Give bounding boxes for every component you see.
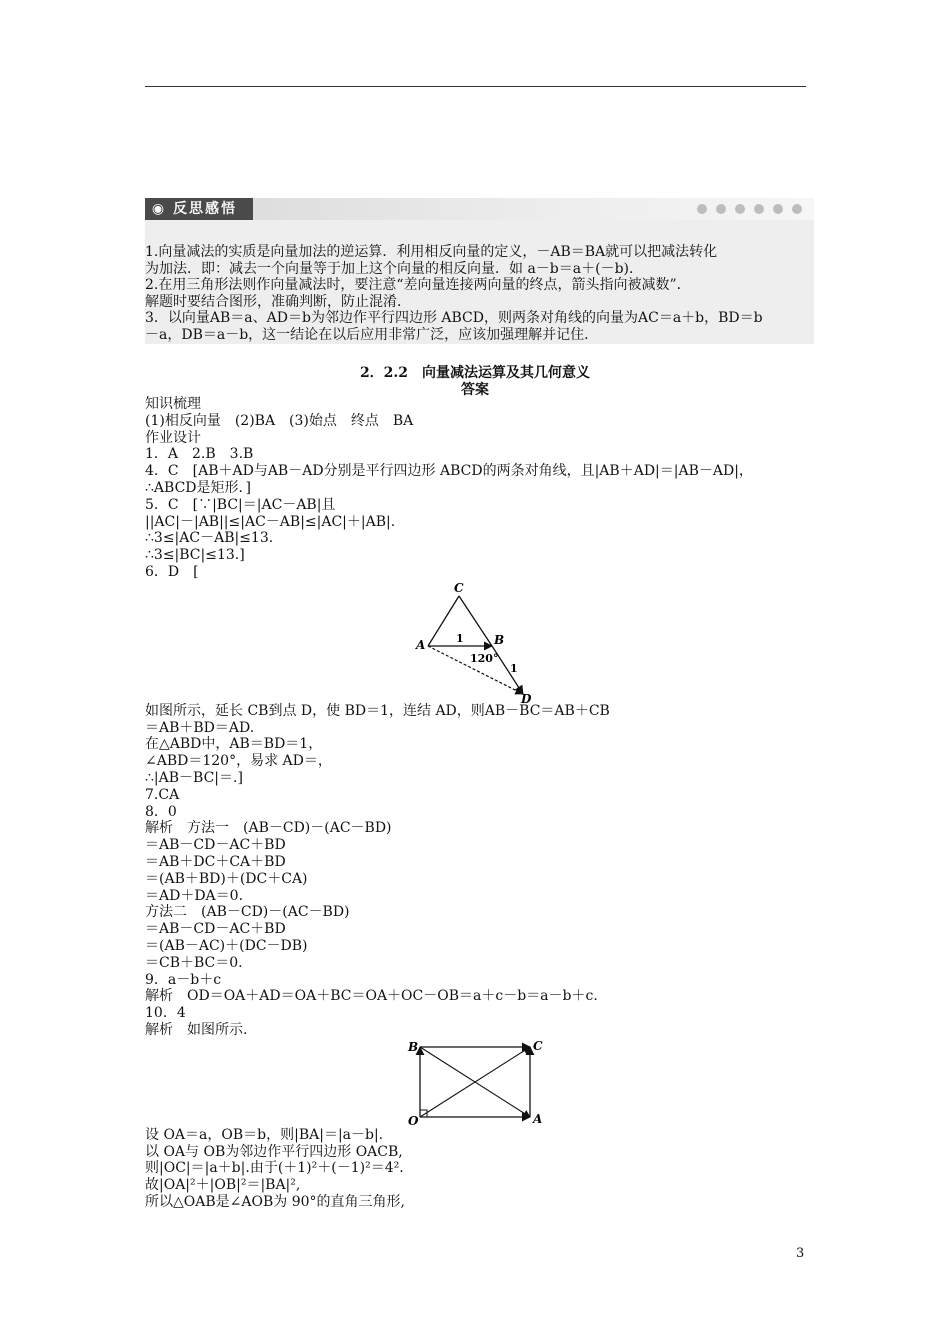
answer-line: ＝AB－CD－AC＋BD [145,921,286,938]
answer-line: 故|OA|²＋|OB|²＝|BA|², [145,1177,301,1194]
segment-cb [459,596,492,646]
reflection-line: －a，DB＝a－b，这一结论在以后应用非常广泛，应该加强理解并记住． [145,326,599,343]
answer-line: 如图所示，延长 CB到点 D，使 BD＝1，连结 AD，则AB－BC＝AB＋CB [145,702,610,719]
dot-icon [735,204,745,214]
figure1-label-d: D [521,691,532,703]
dot-icon [716,204,726,214]
answer-content [145,396,815,1211]
answer-line: 解析 如图所示. [145,1021,248,1038]
dot-icon [754,204,764,214]
answer-line: 4．C [AB＋AD与AB－AD分别是平行四边形 ABCD的两条对角线，且|AB＋AD|＝|AB－AD|， [145,463,753,480]
answer-line: ∴3≤|BC|≤13.] [145,547,245,564]
answer-line: ＝AB＋DC＋CA＋BD [145,853,286,870]
reflection-box [145,198,814,344]
answer-line: 在△ABD中，AB＝BD＝1， [145,736,323,753]
page-number: 3 [796,1246,805,1261]
answer-line: 作业设计 [145,429,201,446]
answer-line: (1)相反向量 (2)BA (3)始点 终点 BA [145,412,414,429]
answer-line: 10．4 [145,1005,186,1022]
reflection-line: 1.向量减法的实质是向量加法的逆运算．利用相反向量的定义，－AB＝BA就可以把减法转化 [145,244,718,260]
answer-line: 9．a－b＋c [145,971,222,988]
answer-line: ＝(AB－AC)＋(DC－DB) [145,937,308,954]
answer-line: ＝AD＋DA＝0. [145,887,244,904]
reflection-tab [145,198,253,220]
reflection-header-bar [145,198,814,220]
reflection-line: 2.在用三角形法则作向量减法时，要注意“差向量连接两向量的终点，箭头指向被减数”． [145,277,691,293]
answer-title: 答案 [461,382,489,398]
answer-line: ＝AB－CD－AC＋BD [145,837,286,854]
figure1-label-a: A [416,637,426,652]
answer-line: 所以△OAB是∠AOB为 90°的直角三角形, [145,1193,405,1210]
answer-line: 解析 OD＝OA＋AD＝OA＋BC＝OA＋OC－OB＝a＋c－b＝a－b＋c. [145,988,598,1005]
rectangle-figure [145,1039,815,1127]
answer-line: ＝CB＋BC＝0. [145,954,243,971]
figure2-label-a: A [533,1111,543,1126]
reflection-line: 解题时要结合图形，准确判断，防止混淆． [145,293,411,310]
segment-ca [428,596,459,646]
answer-line: ∠ABD＝120°，易求 AD＝， [145,753,332,770]
triangle-figure [145,581,815,703]
answer-line: ∴3≤|AC－AB|≤13. [145,530,274,547]
figure1-label-bd: 1 [510,661,518,675]
answer-line: ∴|AB－BC|＝.] [145,769,243,786]
section-title: 2．2.2 向量减法运算及其几何意义 [359,365,591,381]
answer-line: 5．C [∵|BC|＝|AC－AB|且 [145,496,336,513]
figure1-label-angle: 120° [470,651,499,665]
figure1-label-ab: 1 [456,631,464,645]
dot-icon [697,204,707,214]
answer-line: ＝AB＋BD＝AD. [145,719,255,736]
dot-icon [792,204,802,214]
answer-line: 设 OA＝a，OB＝b，则|BA|＝|a－b|. [145,1126,384,1143]
answer-line: 解析 方法一 (AB－CD)－(AC－BD) [145,820,392,837]
answer-line: 则|OC|＝|a＋b|.由于(＋1)²＋(－1)²＝4². [145,1160,404,1177]
header-rule [145,86,806,87]
decorative-dots [697,204,802,214]
answer-line: 6．D [ [145,563,199,580]
answer-line: 知识梳理 [145,396,201,412]
answer-line: 以 OA与 OB为邻边作平行四边形 OACB, [145,1143,403,1160]
answer-line: ∴ABCD是矩形．] [145,479,251,496]
answer-line: ||AC|－|AB||≤|AC－AB|≤|AC|＋|AB|. [145,513,396,530]
figure2-label-o: O [408,1113,419,1127]
dot-icon [773,204,783,214]
figure1-label-b: B [494,632,505,647]
answer-line: 1．A 2.B 3.B [145,446,254,463]
reflection-tab-label: ◉ 反思感悟 [151,201,237,217]
answer-line: 方法二 (AB－CD)－(AC－BD) [145,904,350,921]
reflection-body [145,244,809,343]
reflection-line: 为加法．即：减去一个向量等于加上这个向量的相反向量．如 a－b＝a＋(－b)． [145,260,643,277]
reflection-line: 3．以向量AB＝a、AD＝b为邻边作平行四边形 ABCD，则两条对角线的向量为AC＝a＋b，BD＝b [145,310,763,326]
figure2-label-b: B [408,1039,419,1054]
answer-line: 8．0 [145,803,177,820]
answer-line: 7.CA [145,786,180,803]
answer-line: ＝(AB＋BD)＋(DC＋CA) [145,870,308,887]
figure2-label-c: C [533,1038,543,1053]
figure1-label-c: C [454,580,464,595]
